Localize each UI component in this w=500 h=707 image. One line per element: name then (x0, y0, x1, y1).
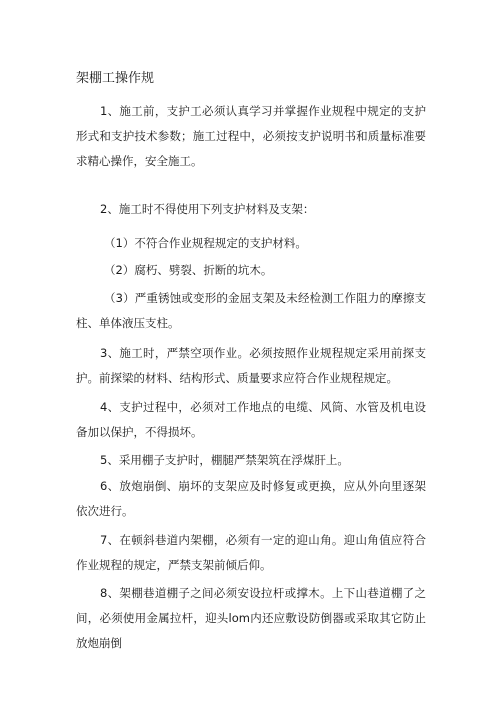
paragraph-8: 8、架棚巷道棚子之间必须安设拉杆或撑木。上下山巷道棚了之间，必须使用金属拉杆，迎头lom内还应敷设防倒器或采取其它防止放炮崩倒 (76, 586, 426, 650)
paragraph-2-item-2: （2）腐朽、劈裂、折断的坑木。 (104, 263, 273, 277)
paragraph-4: 4、支护过程中，必须对工作地点的电缆、风筒、水管及机电设备加以保护，不得损坏。 (76, 400, 426, 439)
paragraph-2: 2、施工时不得使用下列支护材料及支架： (100, 202, 315, 216)
paragraph-3: 3、施工时，严禁空项作业。必须按照作业规程规定采用前探支护。前探梁的材料、结构形式、质量要求应符合作业规程规定。 (76, 346, 426, 385)
paragraph-1: 1、施工前，支护工必须认真学习并掌握作业规程中规定的支护形式和支护技术参数；施工过程中，必须按支护说明书和质量标准要求精心操作，安全施工。 (76, 104, 426, 168)
document-title: 架棚工操作规 (76, 71, 155, 86)
paragraph-6: 6、放炮崩倒、崩坏的支架应及时修复或更换，应从外向里逐架依次进行。 (76, 479, 426, 518)
paragraph-7: 7、在顿斜巷道内架棚，必须有一定的迎山角。迎山角值应符合作业规程的规定，严禁支架前倾后仰。 (76, 533, 426, 572)
paragraph-5: 5、采用棚子支护时，棚腿严禁架筑在浮煤肝上。 (100, 453, 349, 467)
paragraph-2-item-1: （1）不符合作业规程规定的支护材料。 (104, 236, 307, 250)
paragraph-2-item-3: （3）严重锈蚀或变形的金屈支架及未经检测工作阻力的摩擦支柱、单体液压支柱。 (76, 291, 426, 330)
